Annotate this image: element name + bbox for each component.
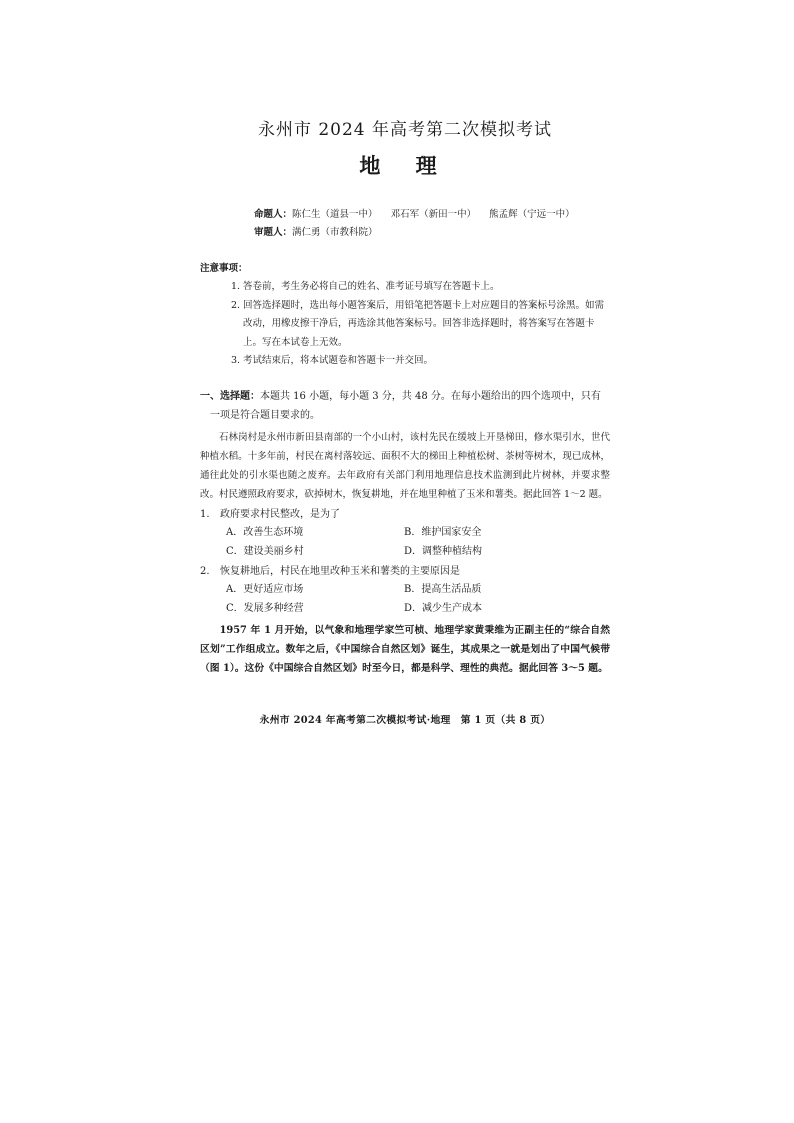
option-label: B．	[404, 526, 422, 538]
reviewer-label: 审题人：	[254, 227, 293, 238]
notice-item-text: 考试结束后，将本试题卷和答题卡一并交回。	[243, 355, 434, 366]
question-number: 1.	[200, 508, 210, 520]
notice-heading: 注意事项：	[200, 263, 248, 274]
option-label: B．	[404, 583, 422, 595]
author-block	[254, 206, 610, 242]
page-footer: 永州市 2024 年高考第二次模拟考试·地理 第 1 页（共 8 页）	[259, 715, 551, 726]
proposers-label: 命题人：	[254, 209, 293, 220]
question-2	[200, 563, 610, 618]
notice-item	[231, 352, 610, 371]
option-c	[226, 543, 404, 561]
notice-item-number: 3.	[231, 355, 241, 366]
question-stem	[200, 563, 610, 581]
passage-1: 石林岗村是永州市新田县南部的一个小山村，该村先民在缓坡上开垦梯田，修水渠引水，世代种植水稻。十多年前，村民在离村落较远、面积不大的梯田上种植松树、茶树等树木，现已成林，通往此处的引水渠也随之废弃。去年政府有关部门利用地理信息技术监测到此片树林，并要求整改。村民遵照政府要求，砍掉树木，恢复耕地，并在地里种植了玉米和薯类。据此回答 1～2 题。	[200, 431, 610, 500]
question-stem	[200, 506, 610, 524]
question-1	[200, 506, 610, 561]
option-label: D．	[404, 545, 423, 557]
option-d	[404, 543, 564, 561]
option-label: C．	[226, 545, 244, 557]
option-a	[226, 524, 404, 542]
option-b	[404, 581, 564, 599]
section-choice	[200, 387, 610, 678]
section-intro-continued: 一项是符合题目要求的。	[210, 409, 320, 421]
section-intro: 本题共 16 小题，每小题 3 分，共 48 分。在每小题给出的四个选项中，只有	[260, 390, 601, 402]
section-label: 一、选择题：	[200, 390, 260, 402]
option-text: 维护国家安全	[421, 526, 482, 538]
option-text: 减少生产成本	[422, 602, 483, 614]
option-label: C．	[226, 602, 244, 614]
question-number: 2.	[200, 565, 210, 577]
proposers-line	[254, 206, 610, 224]
notice-block	[200, 260, 610, 371]
notice-item-text: 回答选择题时，选出每小题答案后，用铅笔把答题卡上对应题目的答案标号涂黑。如需改动，用橡皮擦干净后，再选涂其他答案标号。回答非选择题时，将答案写在答题卡上。写在本试卷上无效。	[243, 299, 605, 348]
notice-item-number: 1.	[231, 281, 241, 292]
notice-item	[231, 278, 610, 297]
option-text: 提高生活品质	[421, 583, 482, 595]
option-text: 发展多种经营	[243, 602, 304, 614]
exam-title: 永州市 2024 年高考第二次模拟考试	[257, 120, 553, 140]
option-text: 更好适应市场	[243, 583, 304, 595]
option-label: A．	[226, 583, 244, 595]
notice-item-number: 2.	[231, 299, 241, 311]
proposer-name: 熊孟辉（宁远一中）	[489, 209, 575, 220]
passage-2: 1957 年 1 月开始，以气象和地理学家竺可桢、地理学家黄秉维为正副主任的“综合自然区划”工作组成立。数年之后，《中国综合自然区划》诞生，其成果之一就是划出了中国气候带（图 1）。这份《中国综合自然区划》时至今日，都是科学、理性的典范。据此回答 3～5 题。	[200, 624, 610, 674]
question-text: 政府要求村民整改，是为了	[220, 508, 340, 520]
option-grid	[226, 581, 610, 618]
option-b	[404, 524, 564, 542]
option-d	[404, 600, 564, 618]
notice-item	[231, 297, 610, 353]
option-text: 改善生态环境	[243, 526, 304, 538]
subject-title: 地 理	[359, 153, 451, 178]
option-a	[226, 581, 404, 599]
question-text: 恢复耕地后，村民在地里改种玉米和薯类的主要原因是	[220, 565, 460, 577]
proposer-name: 邓石军（新田一中）	[390, 209, 477, 220]
option-label: D．	[404, 602, 423, 614]
option-text: 建设美丽乡村	[243, 545, 304, 557]
option-c	[226, 600, 404, 618]
option-grid	[226, 524, 610, 561]
exam-page	[200, 105, 610, 678]
option-label: A．	[226, 526, 244, 538]
proposer-name: 陈仁生（道县一中）	[292, 209, 378, 220]
reviewer-name: 满仁勇（市教科院）	[292, 227, 378, 238]
section-heading	[200, 387, 610, 406]
notice-item-text: 答卷前，考生务必将自己的姓名、准考证号填写在答题卡上。	[243, 281, 500, 292]
option-text: 调整种植结构	[422, 545, 483, 557]
reviewer-line	[254, 224, 610, 242]
